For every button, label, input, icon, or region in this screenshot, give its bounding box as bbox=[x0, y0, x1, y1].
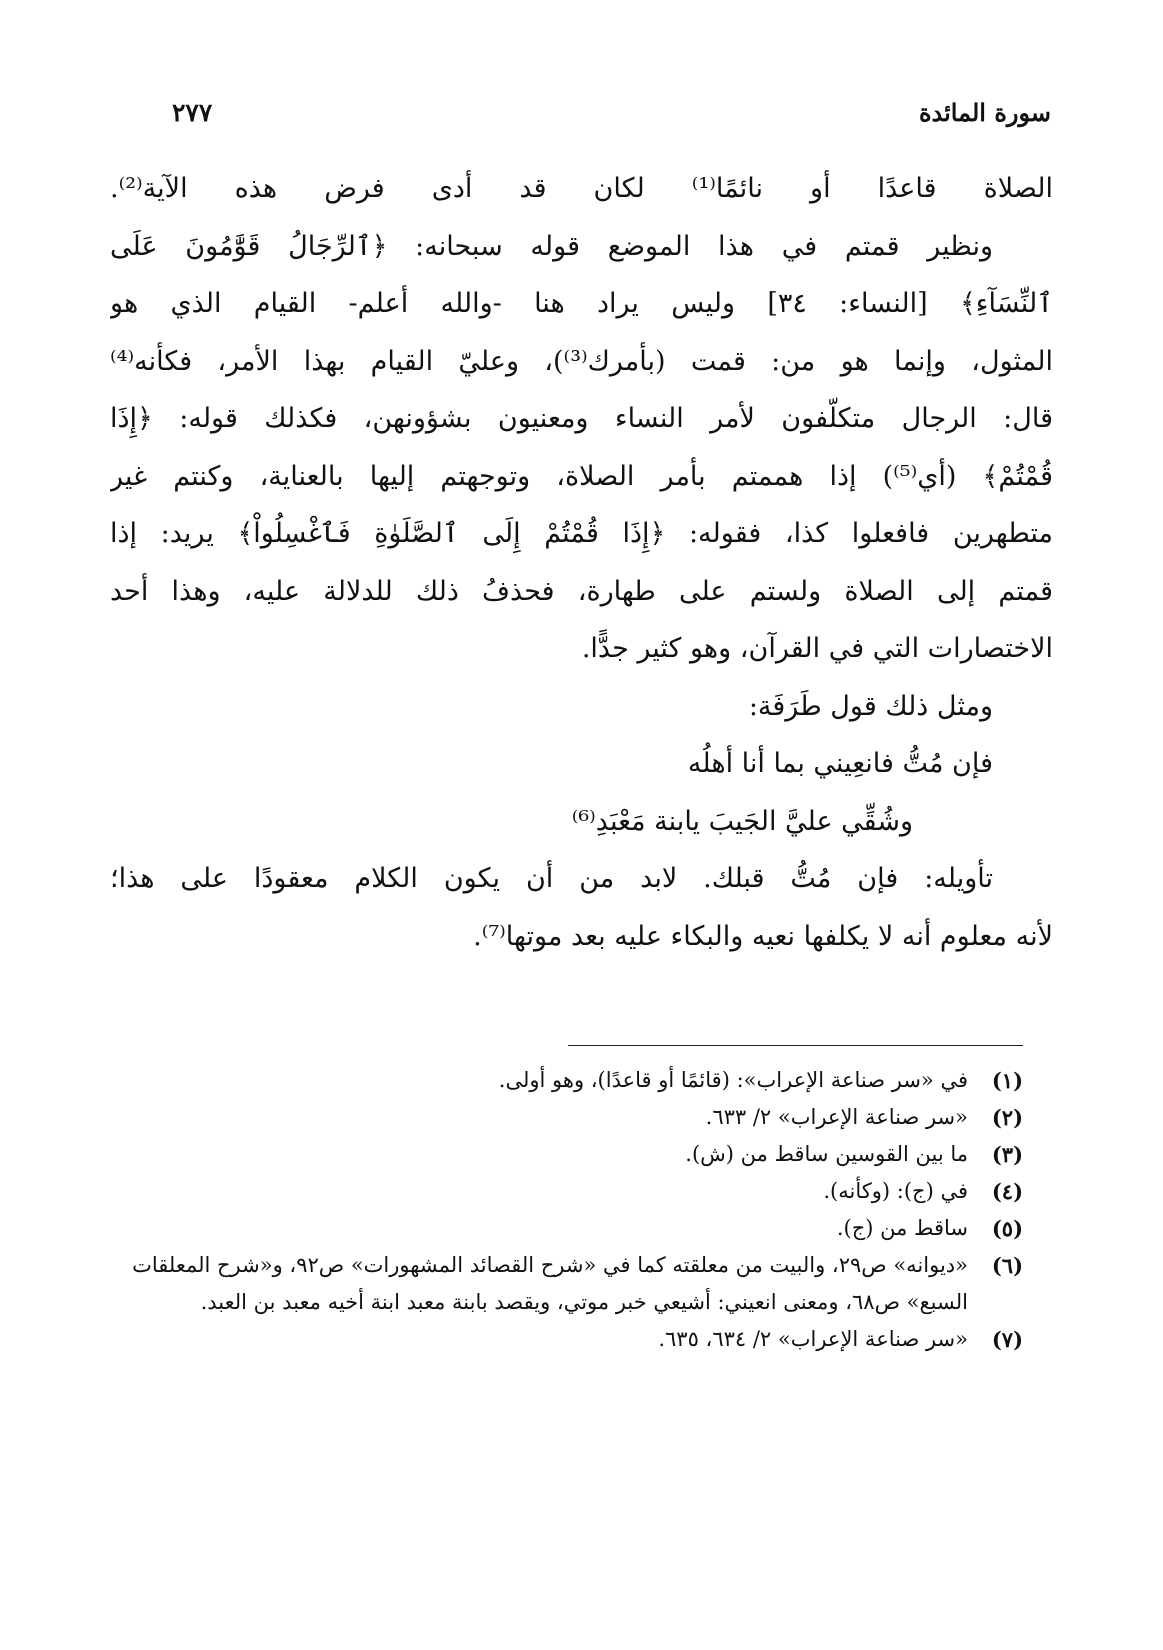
footnote-number: (٣) bbox=[991, 1142, 1023, 1167]
text-line: لأنه معلوم أنه لا يكلفها نعيه والبكاء عليه بعد موتها⁽⁷⁾. bbox=[473, 920, 1053, 952]
text-line: ومثل ذلك قول طَرَفَة: bbox=[748, 690, 993, 722]
footnote-item bbox=[110, 1210, 1023, 1247]
footnote-number: (٢) bbox=[991, 1105, 1023, 1130]
footnote-number: (٧) bbox=[991, 1327, 1023, 1352]
page-number: ٢٧٧ bbox=[172, 98, 213, 127]
running-title: سورة المائدة bbox=[918, 98, 1051, 127]
footnote-item bbox=[110, 1321, 1023, 1358]
footnote-item bbox=[110, 1173, 1023, 1210]
page-header bbox=[112, 98, 1051, 138]
footnote-separator bbox=[568, 1045, 1023, 1046]
footnote-text: «ديوانه» ص٢٩، والبيت من معلقته كما في «شرح القصائد المشهورات» ص٩٢، و«شرح المعلقات السبع» ص٦٨، ومعنى انعيني: أشيعي خبر موتي، ويقصد بابنة معبد ابنة أخيه معبد بن العبد. bbox=[132, 1253, 968, 1314]
text-line: الصلاة قاعدًا أو نائمًا⁽¹⁾ لكان قد أدى فرض هذه الآية⁽²⁾. bbox=[110, 173, 1053, 204]
footnotes bbox=[110, 1062, 1023, 1358]
footnote-text: «سر صناعة الإعراب» ٢/ ٦٣٤، ٦٣٥. bbox=[658, 1327, 968, 1351]
footnote-number: (١) bbox=[991, 1068, 1023, 1093]
footnote-number: (٥) bbox=[991, 1216, 1023, 1241]
footnote-item bbox=[110, 1062, 1023, 1099]
footnote-text: ساقط من (ج). bbox=[836, 1216, 968, 1240]
poetry-verse-first-hemistich: فإن مُتُّ فانعِيني بما أنا أهلُه bbox=[687, 748, 993, 779]
text-line: ٱلنِّسَآءِ﴾ [النساء: ٣٤] وليس يراد هنا -والله أعلم- القيام الذي هو bbox=[110, 288, 1053, 319]
main-text bbox=[110, 160, 1053, 965]
text-line: المثول، وإنما هو من: قمت (بأمرك⁽³⁾)، وعليّ القيام بهذا الأمر، فكأنه⁽⁴⁾ bbox=[110, 345, 1053, 377]
footnote-item bbox=[110, 1099, 1023, 1136]
footnote-text: في «سر صناعة الإعراب»: (قائمًا أو قاعدًا)، وهو أولى. bbox=[498, 1068, 968, 1092]
text-line: الاختصارات التي في القرآن، وهو كثير جدًّا. bbox=[581, 633, 1053, 664]
footnote-text: في (ج): (وكأنه). bbox=[823, 1179, 968, 1203]
text-line: متطهرين فافعلوا كذا، فقوله: ﴿إِذَا قُمْتُمْ إِلَى ٱلصَّلَوٰةِ فَٱغْسِلُواْ﴾ يريد: إذا bbox=[110, 518, 1053, 549]
text-line: قُمْتُمْ﴾ (أي⁽⁵⁾) إذا هممتم بأمر الصلاة، وتوجهتم إليها بالعناية، وكنتم غير bbox=[110, 460, 1053, 492]
text-line: تأويله: فإن مُتُّ قبلك. لابد من أن يكون الكلام معقودًا على هذا؛ bbox=[110, 863, 993, 894]
footnote-text: «سر صناعة الإعراب» ٢/ ٦٣٣. bbox=[705, 1105, 968, 1129]
text-line: قمتم إلى الصلاة ولستم على طهارة، فحذفُ ذلك للدلالة عليه، وهذا أحد bbox=[110, 575, 1053, 607]
footnote-text: ما بين القوسين ساقط من (ش). bbox=[685, 1142, 968, 1166]
poetry-verse-second-hemistich: وشُقِّي عليَّ الجَيبَ يابنة مَعْبَدِ⁽⁶⁾ bbox=[571, 805, 913, 837]
text-line: ونظير قمتم في هذا الموضع قوله سبحانه: ﴿ٱلرِّجَالُ قَوَّٰمُونَ عَلَى bbox=[110, 230, 993, 262]
footnote-number: (٦) bbox=[991, 1253, 1023, 1278]
footnote-number: (٤) bbox=[991, 1179, 1023, 1204]
footnote-item bbox=[110, 1247, 1023, 1321]
footnote-item bbox=[110, 1136, 1023, 1173]
text-line: قال: الرجال متكلّفون لأمر النساء ومعنيون بشؤونهن، فكذلك قوله: ﴿إِذَا bbox=[110, 403, 1053, 434]
